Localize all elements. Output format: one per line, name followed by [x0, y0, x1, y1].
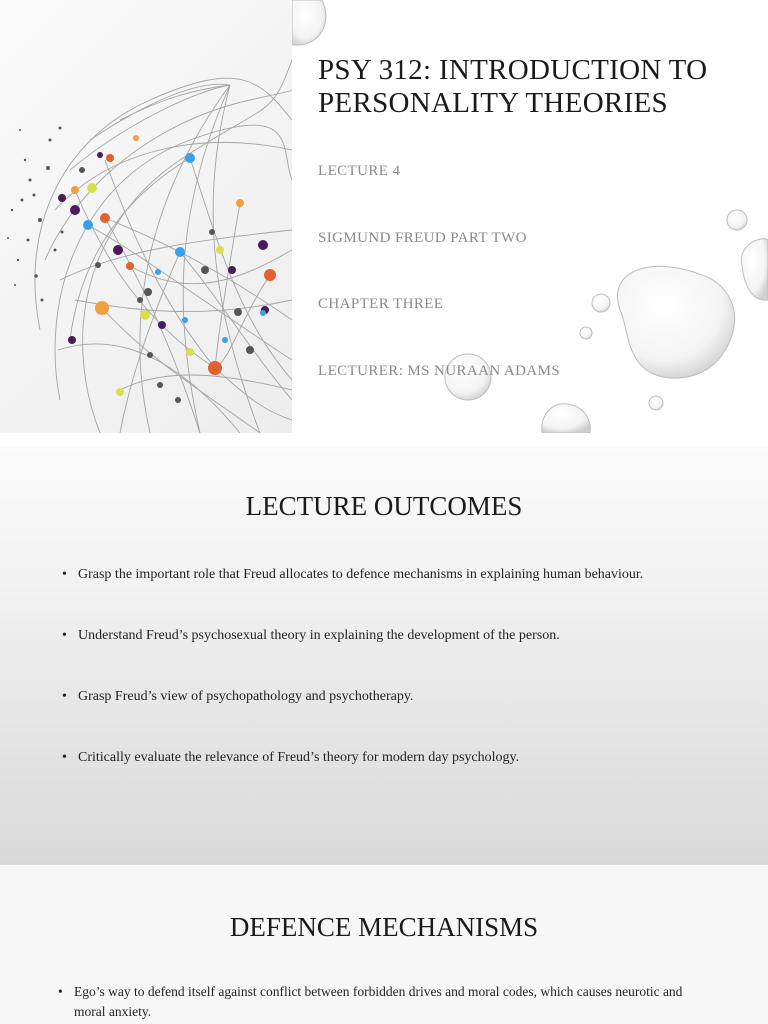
bullet-icon: • [62, 567, 67, 582]
slide-heading: LECTURE OUTCOMES [245, 491, 523, 521]
list-item-text: Grasp Freud’s view of psychopathology and psychotherapy. [78, 689, 414, 704]
title-slide [0, 0, 768, 433]
bullet-icon: • [58, 984, 63, 999]
defence-list [58, 982, 708, 1022]
presentation-title: PSY 312: INTRODUCTION TO PERSONALITY THEORIES [318, 54, 708, 119]
chapter-label: CHAPTER THREE [318, 296, 444, 312]
slide-heading: DEFENCE MECHANISMS [229, 912, 539, 942]
list-item-text: Critically evaluate the relevance of Freud’s theory for modern day psychology. [78, 750, 520, 765]
list-item [62, 746, 702, 769]
bullet-icon: • [62, 689, 67, 704]
lecturer-name: LECTURER: MS NURAAN ADAMS [318, 363, 561, 379]
bullet-icon: • [62, 750, 67, 765]
list-item [62, 624, 702, 647]
list-item [58, 982, 708, 1022]
list-item-text: Ego’s way to defend itself against conflict between forbidden drives and moral codes, which causes neurotic and moral anxiety. [74, 984, 683, 1019]
outcomes-list [62, 563, 702, 769]
list-item-text: Grasp the important role that Freud allocates to defence mechanisms in explaining human behaviour. [78, 567, 644, 582]
lecture-number: LECTURE 4 [318, 163, 401, 179]
lecture-outcomes-slide [0, 447, 768, 865]
lecture-topic: SIGMUND FREUD PART TWO [318, 230, 527, 246]
defence-mechanisms-slide [0, 866, 768, 1024]
network-globe-graphic [0, 0, 292, 433]
list-item-text: Understand Freud’s psychosexual theory in explaining the development of the person. [78, 628, 560, 643]
network-globe-illustration [0, 0, 292, 433]
list-item [62, 563, 702, 586]
list-item [62, 685, 702, 708]
bullet-icon: • [62, 628, 67, 643]
